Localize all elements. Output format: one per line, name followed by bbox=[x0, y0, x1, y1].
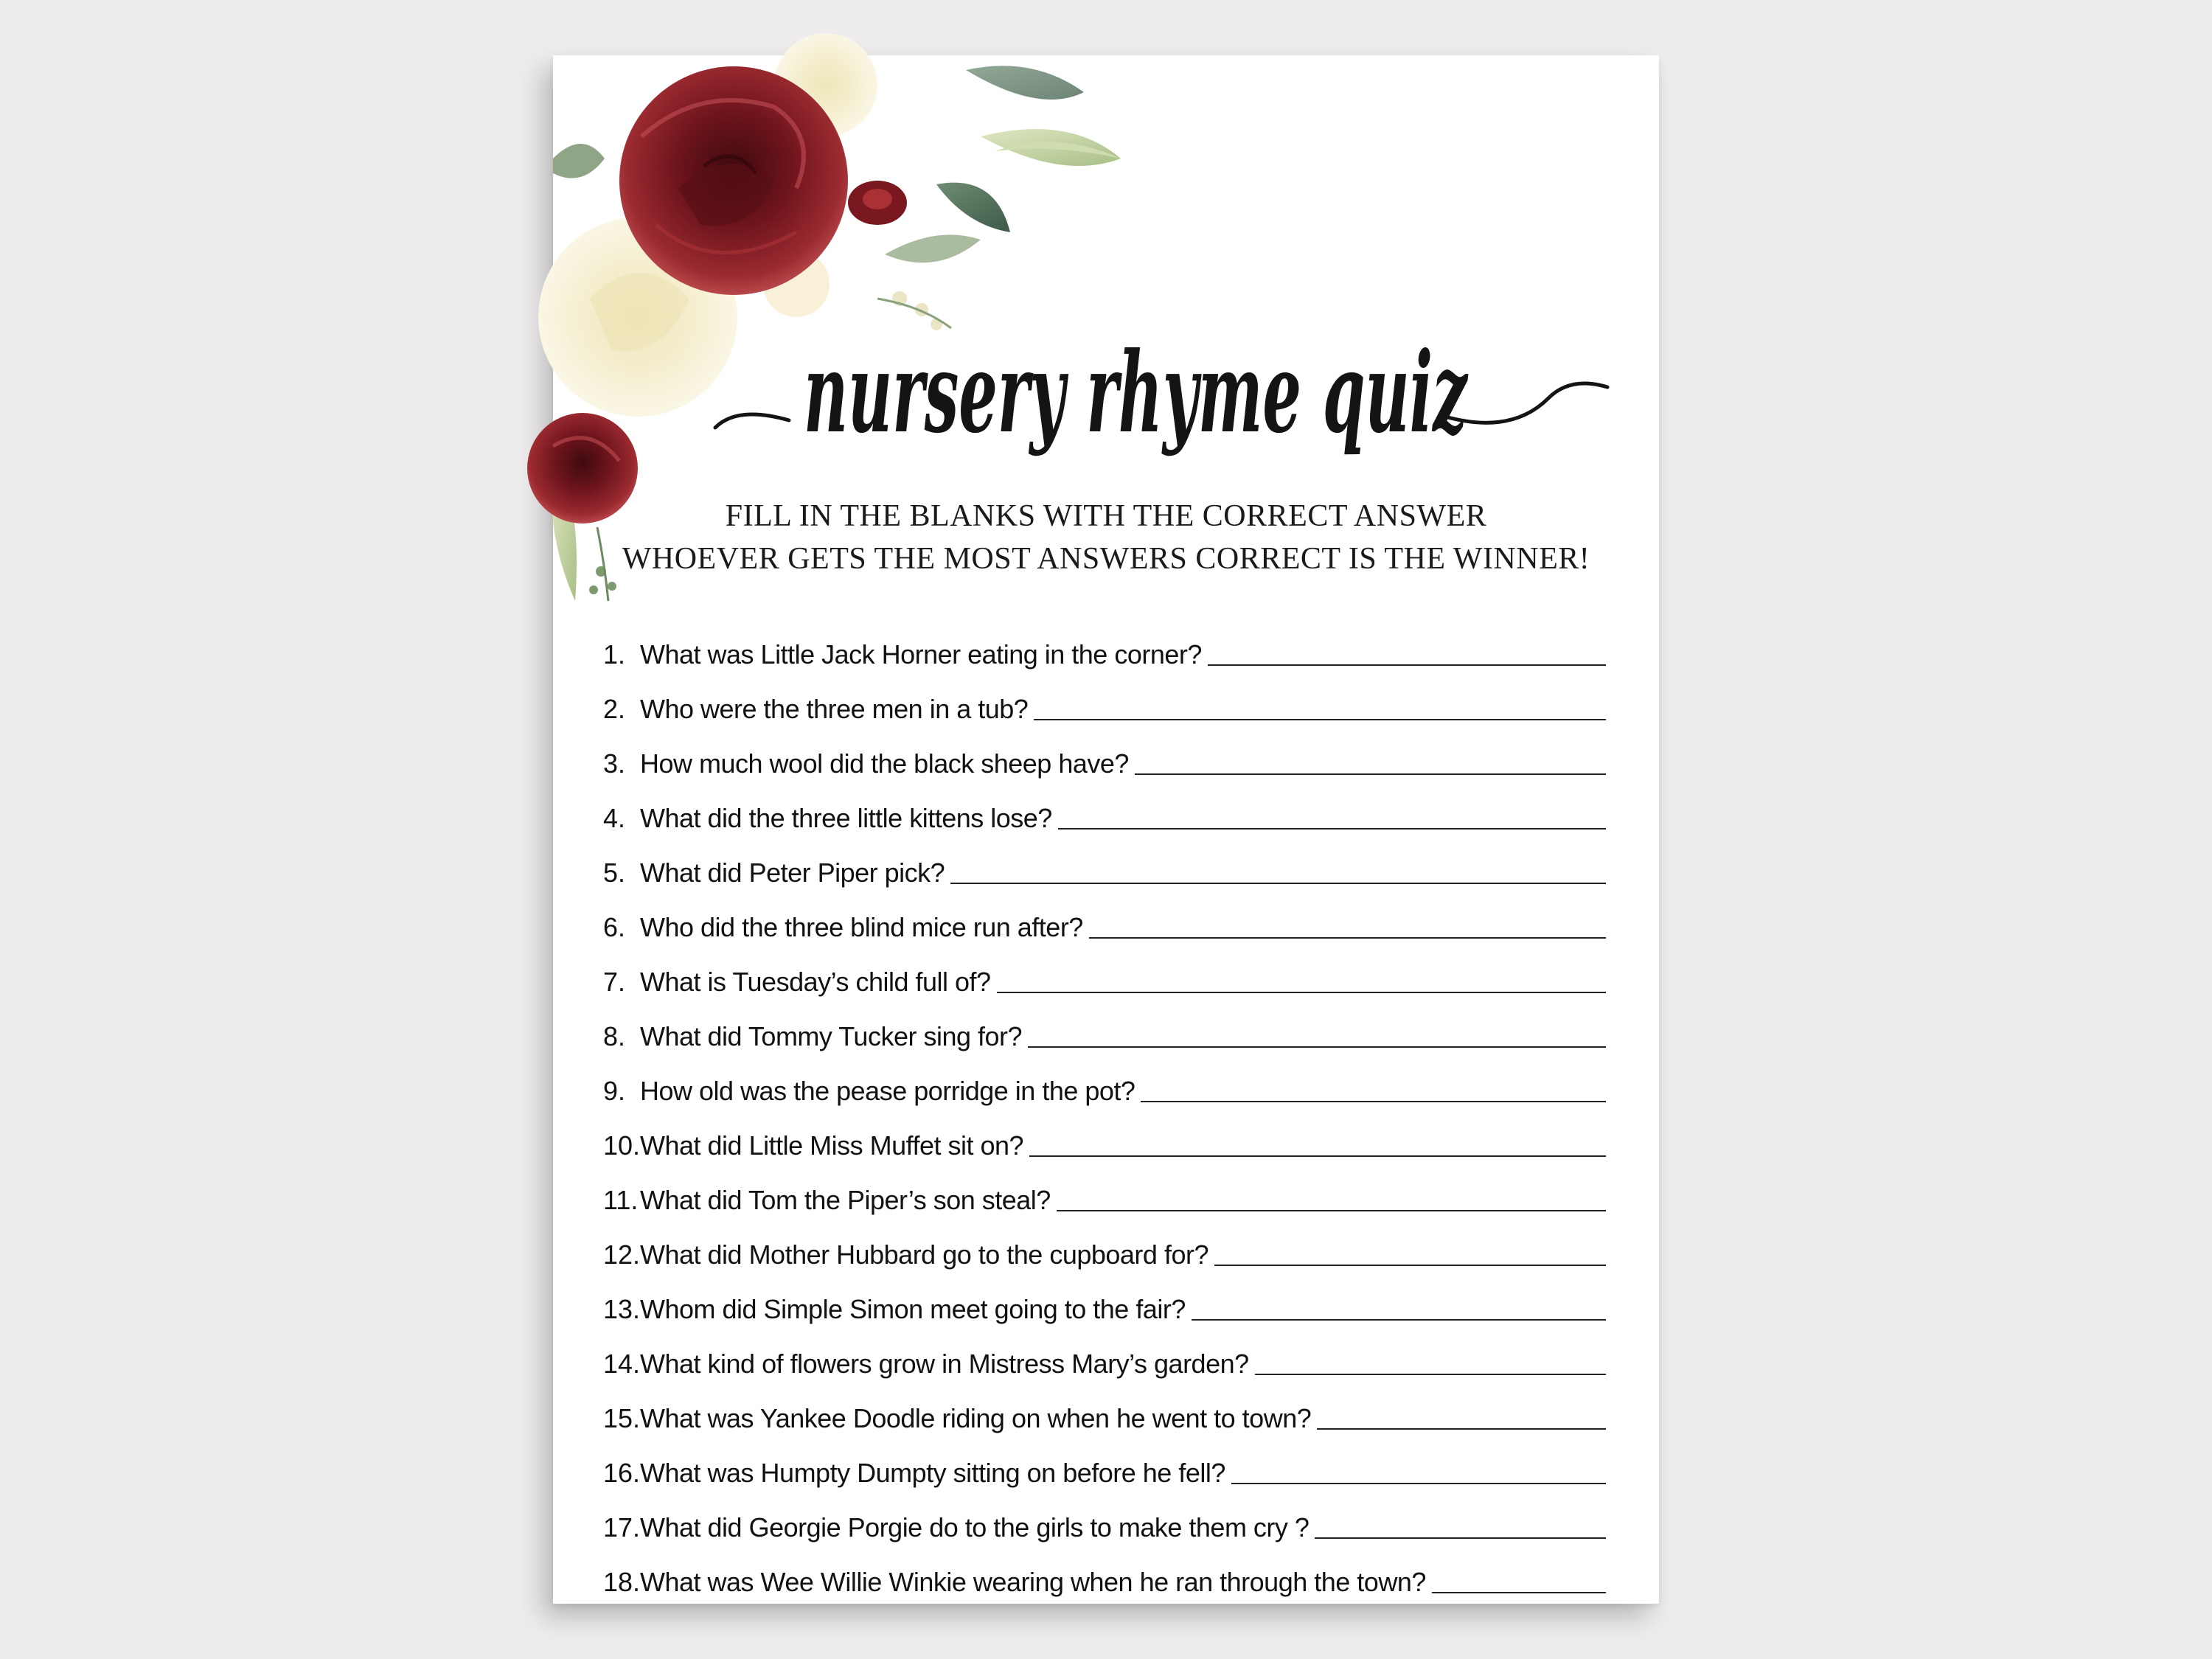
question-text: How much wool did the black sheep have? bbox=[640, 748, 1129, 779]
question-text: What was Wee Willie Winkie wearing when he ran through the town? bbox=[640, 1567, 1426, 1597]
question-text: Who did the three blind mice run after? bbox=[640, 912, 1083, 942]
question-number: 5. bbox=[603, 858, 626, 888]
answer-blank[interactable] bbox=[1135, 773, 1606, 775]
question-text: What was Little Jack Horner eating in the corner? bbox=[640, 639, 1202, 669]
answer-blank[interactable] bbox=[950, 882, 1606, 884]
question-number: 8. bbox=[603, 1021, 626, 1051]
question-text: What kind of flowers grow in Mistress Mary’s garden? bbox=[640, 1349, 1249, 1379]
question-number: 7. bbox=[603, 967, 626, 997]
question-row-10 bbox=[603, 1121, 1606, 1161]
answer-blank[interactable] bbox=[1231, 1482, 1606, 1484]
question-row-9 bbox=[603, 1067, 1606, 1107]
instructions-line-1: FILL IN THE BLANKS WITH THE CORRECT ANSWER bbox=[725, 499, 1487, 533]
question-number: 18. bbox=[603, 1567, 641, 1597]
question-row-18 bbox=[603, 1558, 1606, 1598]
answer-blank[interactable] bbox=[997, 991, 1606, 993]
answer-blank[interactable] bbox=[1034, 718, 1606, 720]
question-row-2 bbox=[603, 685, 1606, 725]
question-row-4 bbox=[603, 794, 1606, 834]
question-row-7 bbox=[603, 958, 1606, 998]
answer-blank[interactable] bbox=[1192, 1318, 1606, 1321]
question-row-16 bbox=[603, 1449, 1606, 1489]
question-text: What did Little Miss Muffet sit on? bbox=[640, 1130, 1024, 1161]
question-number: 16. bbox=[603, 1458, 641, 1488]
answer-blank[interactable] bbox=[1058, 827, 1606, 830]
title-text: nursery rhyme quiz bbox=[804, 328, 1469, 458]
question-number: 10. bbox=[603, 1130, 641, 1161]
question-number: 11. bbox=[603, 1185, 639, 1215]
question-number: 3. bbox=[603, 748, 626, 779]
answer-blank[interactable] bbox=[1315, 1537, 1606, 1539]
question-number: 2. bbox=[603, 694, 626, 724]
question-number: 13. bbox=[603, 1294, 641, 1324]
question-number: 12. bbox=[603, 1239, 641, 1270]
page-title bbox=[664, 310, 1615, 479]
instructions-line-2: WHOEVER GETS THE MOST ANSWERS CORRECT IS THE WINNER! bbox=[622, 542, 1590, 576]
answer-blank[interactable] bbox=[1029, 1155, 1606, 1157]
question-text: What did Peter Piper pick? bbox=[640, 858, 945, 888]
question-text: What did Tommy Tucker sing for? bbox=[640, 1021, 1023, 1051]
answer-blank[interactable] bbox=[1208, 664, 1606, 666]
question-text: What did Georgie Porgie do to the girls to make them cry ? bbox=[640, 1512, 1310, 1543]
question-text: What was Yankee Doodle riding on when he went to town? bbox=[640, 1403, 1312, 1433]
question-row-1 bbox=[603, 630, 1606, 670]
question-row-13 bbox=[603, 1285, 1606, 1325]
question-number: 15. bbox=[603, 1403, 641, 1433]
answer-blank[interactable] bbox=[1089, 936, 1606, 939]
answer-blank[interactable] bbox=[1028, 1046, 1606, 1048]
question-number: 9. bbox=[603, 1076, 626, 1106]
question-text: How old was the pease porridge in the pot? bbox=[640, 1076, 1135, 1106]
question-text: What is Tuesday’s child full of? bbox=[640, 967, 991, 997]
answer-blank[interactable] bbox=[1432, 1591, 1606, 1593]
question-number: 17. bbox=[603, 1512, 641, 1543]
question-text: What was Humpty Dumpty sitting on before he fell? bbox=[640, 1458, 1225, 1488]
answer-blank[interactable] bbox=[1317, 1427, 1606, 1430]
question-row-6 bbox=[603, 903, 1606, 943]
question-row-15 bbox=[603, 1394, 1606, 1434]
answer-blank[interactable] bbox=[1057, 1209, 1606, 1211]
question-row-14 bbox=[603, 1340, 1606, 1380]
question-row-17 bbox=[603, 1503, 1606, 1543]
question-text: Who were the three men in a tub? bbox=[640, 694, 1029, 724]
question-number: 4. bbox=[603, 803, 626, 833]
question-row-5 bbox=[603, 849, 1606, 888]
question-text: Whom did Simple Simon meet going to the fair? bbox=[640, 1294, 1186, 1324]
question-number: 14. bbox=[603, 1349, 641, 1379]
question-number: 6. bbox=[603, 912, 626, 942]
question-row-12 bbox=[603, 1231, 1606, 1270]
question-row-11 bbox=[603, 1176, 1606, 1216]
question-row-8 bbox=[603, 1012, 1606, 1052]
answer-blank[interactable] bbox=[1141, 1100, 1606, 1102]
question-row-3 bbox=[603, 740, 1606, 779]
question-number: 1. bbox=[603, 639, 626, 669]
answer-blank[interactable] bbox=[1214, 1264, 1606, 1266]
question-text: What did the three little kittens lose? bbox=[640, 803, 1052, 833]
question-text: What did Mother Hubbard go to the cupboard for? bbox=[640, 1239, 1208, 1270]
quiz-card bbox=[553, 55, 1659, 1604]
question-text: What did Tom the Piper’s son steal? bbox=[640, 1185, 1051, 1215]
answer-blank[interactable] bbox=[1255, 1373, 1606, 1375]
